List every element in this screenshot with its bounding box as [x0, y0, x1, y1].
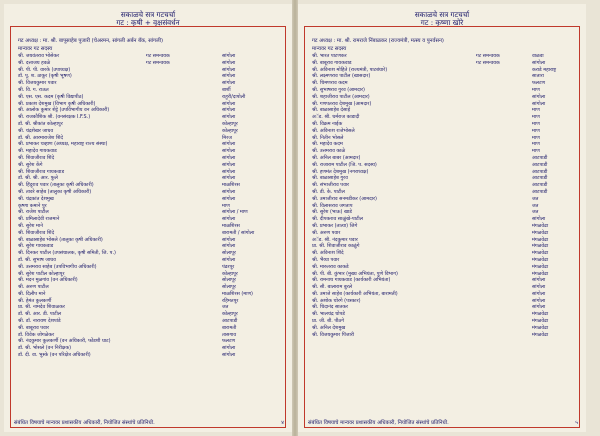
- member-name: श्री. सुरेश केंगे: [18, 161, 43, 168]
- member-place: मंगळवेढा: [532, 331, 549, 338]
- member-name: श्री. चंद्रकांत देशमुख: [18, 195, 54, 202]
- member-name: श्री. प्रभाकर चव्हाण (अध्यक्ष, महाराष्ट्र राज्य संस्था): [18, 141, 108, 148]
- right-section-heading: मान्यवर गट सदस्य: [312, 46, 347, 52]
- member-name: श्री. शिवाजीराव गायकवाड: [18, 168, 65, 175]
- member-name: श्री. उत्तमराव साहेब (उपविभागीय अधिकारी): [18, 263, 97, 270]
- member-name: श्री. सुरेश माने: [18, 222, 43, 229]
- member-name: श्री. विजयकुमार पिंजारी: [312, 331, 354, 338]
- member-row: [312, 155, 574, 162]
- member-name: श्री. मारुतराव काकडे: [312, 263, 349, 270]
- member-place: बार्शी: [222, 86, 231, 93]
- member-place: सोलापूर: [222, 284, 236, 291]
- member-place: सांगोला: [222, 243, 236, 250]
- left-group-title: गट : कृषी + वृक्षसंवर्धन: [116, 18, 180, 27]
- member-name: श्री. उत्तमराव काळे: [312, 148, 346, 155]
- member-name: डॉ. श्री. आरमाराजेश शिंदे: [18, 134, 63, 141]
- member-name: श्री. भैय्या पवार: [312, 256, 340, 263]
- left-page-number: ४: [281, 420, 284, 426]
- member-row: [18, 250, 280, 257]
- member-place: माळशिरस (माण): [222, 290, 253, 297]
- member-place: सांगोला: [222, 80, 236, 87]
- member-place: तासगाव: [222, 331, 237, 338]
- member-role: गट समन्वयक: [146, 59, 170, 66]
- member-row: [18, 318, 280, 325]
- member-place: मंगळवेढा: [532, 236, 549, 243]
- member-row: [18, 121, 280, 128]
- member-name: श्री. बाळासाहेब भोसले (तालुका कृषी अधिकारी): [18, 236, 103, 243]
- left-member-list: [18, 53, 280, 359]
- member-place: सांगोला: [532, 284, 546, 291]
- member-place: सांगोला: [222, 114, 236, 121]
- member-row: [312, 101, 574, 108]
- member-place: मंगळवेढा: [532, 263, 549, 270]
- member-name: श्री. प्रमिलादेवी राजमाने: [18, 216, 60, 223]
- member-name: श्री. चिमणराव कदम: [312, 80, 348, 87]
- member-name: श्री. बाबूराव गायकवाड: [312, 59, 352, 66]
- member-name: कृष्णा कमाने पुर: [18, 202, 47, 209]
- member-row: [312, 196, 574, 203]
- member-place: फलटण: [222, 338, 236, 345]
- member-place: सांगोला / माण: [222, 209, 248, 216]
- member-name: श्री. अनिल देशमुख: [312, 324, 346, 331]
- member-name: श्री. गणपतराव देशमुख (आमदार): [312, 100, 372, 107]
- right-group-chair: गट अध्यक्ष : मा. श्री. रामराजे निंबाळकर (राज्यमंत्री, मत्स्य व पुनर्वसन): [312, 38, 444, 44]
- member-name: श्री. एस. एस. कदम (कृषी विद्यापीठ): [18, 93, 84, 100]
- member-role: गट समन्वयक: [476, 59, 500, 66]
- member-name: श्री. उमाजीराव सनमडीकर (आमदार): [312, 195, 377, 202]
- member-name: अॅड. श्री. धर्मराज काडादी: [312, 114, 360, 121]
- member-row: [18, 141, 280, 148]
- member-place: माळशिरस: [222, 182, 240, 189]
- member-place: सांगोला: [222, 53, 236, 59]
- member-place: सांगोला: [222, 141, 236, 148]
- member-name: श्री. अनिल बाबर (आमदार): [312, 154, 361, 161]
- member-name: श्री. नंदकुमार कुलकर्णी (वन अधिकारी, फोंडशी घाट): [18, 338, 111, 345]
- member-place: सातारा: [532, 73, 544, 80]
- member-name: श्री. राजेश पाटील: [18, 209, 49, 216]
- member-row: [18, 223, 280, 230]
- member-place: माण: [532, 127, 540, 134]
- member-place: मंगळवेढा: [532, 256, 549, 263]
- member-row: [18, 216, 280, 223]
- member-name: डॉ. पू. श. ठाकूर (कृषी भूषण): [18, 73, 72, 80]
- member-name: श्री. शिवाजीराव शिंदे: [18, 154, 55, 161]
- member-place: सांगोला: [222, 352, 236, 359]
- member-name: श्री. डी. के. पाटील: [312, 188, 345, 195]
- member-row: [312, 87, 574, 94]
- member-name: श्री. प्रकाश देशमुख (विभाग कृषी अधिकारी): [18, 100, 96, 107]
- member-place: माण: [532, 86, 540, 93]
- right-page-number: ५: [575, 420, 578, 426]
- member-name: श्री. नितीन भोसले: [312, 134, 344, 141]
- member-name: श्री. प्रभाकर (तात्या) जिगे: [312, 222, 358, 229]
- member-name: श्री. बाबूराव पवार: [18, 324, 49, 331]
- member-row: [18, 94, 280, 101]
- member-row: [312, 264, 574, 271]
- member-row: [18, 80, 280, 87]
- member-row: [312, 189, 574, 196]
- member-place: सांगोला: [222, 256, 236, 263]
- member-place: आटपाडी: [532, 154, 548, 161]
- member-row: [18, 196, 280, 203]
- member-place: मंगळवेढा: [532, 270, 549, 277]
- member-row: [312, 318, 574, 325]
- member-place: मंगळवेढा: [532, 229, 549, 236]
- member-name: श्री. शहाजीराव पाटील (आमदार): [312, 93, 370, 100]
- member-name: श्री. विक्रम नाईक: [312, 120, 343, 127]
- member-row: [18, 325, 280, 332]
- member-name: श्री. सुरेश (भाऊ) खाडे: [312, 209, 352, 216]
- member-name: प्रा. जी. बी. पीठगे: [312, 318, 344, 325]
- member-name: श्री. वि. ग. राऊत: [18, 86, 49, 93]
- member-name: श्री. दिनकर पाटील (उपसंचालक, कृषी समिती, जि. प.): [18, 250, 116, 257]
- member-place: माण: [532, 114, 540, 121]
- member-name: डॉ. श्री. भोसले (वन निरीक्षक): [18, 345, 72, 352]
- member-place: मंगळवेढा: [532, 324, 549, 331]
- member-place: जत: [222, 304, 229, 311]
- member-row: [18, 230, 280, 237]
- member-name: श्री. जयवंतराव भोसेकर: [18, 53, 60, 59]
- member-name: डॉ. श्री. सुभाष जाधव: [18, 256, 56, 263]
- member-place: बारामती / सांगोला: [222, 229, 255, 236]
- member-name: डॉ. श्री. श्री. आर. फुले: [18, 175, 58, 182]
- member-row: [312, 121, 574, 128]
- member-row: [18, 277, 280, 284]
- member-name: श्री. दिलीप माने: [18, 290, 46, 297]
- member-place: सांगोला: [222, 100, 236, 107]
- member-place: कोल्हापूर: [222, 311, 238, 318]
- member-row: [18, 189, 280, 196]
- member-name: श्री. दीपकराव साळुंखे-पाटील: [312, 216, 363, 223]
- member-place: सांगोला: [222, 216, 236, 223]
- member-row: [18, 73, 280, 80]
- member-row: [18, 264, 280, 271]
- member-row: [312, 135, 574, 142]
- member-name: श्री. बाळासाहेब देसाई: [312, 107, 350, 114]
- member-row: [18, 291, 280, 298]
- member-place: सांगोला: [222, 345, 236, 352]
- member-row: [18, 128, 280, 135]
- member-row: [312, 141, 574, 148]
- right-group-title: गट : कृष्णा खोरे: [420, 18, 464, 27]
- member-place: मंगळवेढा: [532, 243, 549, 250]
- member-row: [18, 155, 280, 162]
- member-name: श्री. अविनाश मोहिते (राज्यमंत्री, पाटबंधारे): [312, 66, 388, 73]
- member-name: श्री. रामनाथ गायकवाड (कार्यकारी अभियंता): [312, 277, 391, 284]
- member-place: मिरज: [222, 134, 232, 141]
- member-name: श्री. भालचंद्र चोपडे: [312, 311, 345, 318]
- member-place: सांगोला: [222, 175, 236, 182]
- member-name: प्रा. श्री. नामदेव शिवाळकर: [18, 304, 65, 311]
- member-name: श्री. चिदानंद सातकर: [312, 304, 349, 311]
- left-page-title: सकाळचे सत्र गटचर्चा: [120, 10, 176, 19]
- member-name: श्री. राजकौशिक श्री. (वनसंरक्षक I.F.S.): [18, 114, 91, 121]
- member-place: बारामती: [222, 324, 237, 331]
- member-place: आटपाडी: [532, 168, 548, 175]
- member-place: राहुरी/दापोली: [222, 93, 246, 100]
- member-place: सांगोला: [532, 304, 546, 311]
- member-row: [312, 284, 574, 291]
- member-name: डॉ. दी. वा. भुस्के (वन परिक्षेत्र अधिकारी): [18, 352, 91, 359]
- member-name: श्री. महादेव गायकवाड: [18, 148, 57, 155]
- member-place: सांगोला: [222, 168, 236, 175]
- member-name: प्रा. श्री. शिवाजीराव काळुंगे: [312, 243, 360, 250]
- member-place: फलटण: [532, 80, 546, 87]
- member-place: सांगोला: [222, 195, 236, 202]
- left-page: [4, 4, 292, 432]
- member-place: आटपाडी: [532, 161, 548, 168]
- member-row: [312, 128, 574, 135]
- member-place: सांगोला: [222, 188, 236, 195]
- member-place: वाळवा: [532, 53, 544, 59]
- member-place: माळशिरस: [222, 222, 240, 229]
- member-row: [312, 73, 574, 80]
- member-name: डॉ. श्री. श्रीकांत कोल्हापुर: [18, 120, 63, 127]
- member-row: [312, 94, 574, 101]
- member-name: श्री. मदन मुळगांव (वन अधिकारी): [18, 277, 78, 284]
- member-row: [18, 162, 280, 169]
- member-row: [312, 60, 574, 67]
- member-row: [18, 237, 280, 244]
- right-member-list: [312, 53, 574, 338]
- member-place: मंगळवेढा: [532, 311, 549, 318]
- member-row: [18, 114, 280, 121]
- member-place: माण: [532, 134, 540, 141]
- member-place: जत: [532, 209, 539, 216]
- member-place: पंढरपूर: [222, 263, 235, 270]
- member-name: अॅड. श्री. नंदकुमार पवार: [312, 236, 358, 243]
- member-place: जत: [532, 195, 539, 202]
- member-place: मंगळवेढा: [532, 222, 549, 229]
- member-place: सांगोला: [532, 216, 546, 223]
- member-name: श्री. हणमंत देशमुख (नगराध्यक्ष): [312, 168, 369, 175]
- member-place: आटपाडी: [532, 182, 548, 189]
- member-place: सांगोला: [222, 73, 236, 80]
- member-row: [18, 257, 280, 264]
- member-place: सांगोला: [222, 148, 236, 155]
- member-name: श्री. शिवाजीराव शिंदे: [18, 229, 55, 236]
- member-place: सांगोला: [222, 154, 236, 161]
- member-place: सांगोला: [532, 290, 546, 297]
- member-name: श्री. उमाजे साहेब (कार्यकारी अभियंता, बारामती): [312, 290, 398, 297]
- member-role: गट समन्वयक: [146, 53, 170, 59]
- member-name: श्री. लक्ष्मणराव पाटील (खासदार): [312, 73, 371, 80]
- member-row: [18, 60, 280, 67]
- member-row: [312, 332, 574, 339]
- member-place: सोलापूर: [222, 277, 236, 284]
- member-row: [18, 352, 280, 359]
- member-name: श्री. दत्ताजय हवळे: [18, 59, 51, 66]
- member-place: जत: [532, 202, 539, 209]
- member-name: श्री. सुरेश गायकवाड: [18, 243, 54, 250]
- member-place: सांगोला: [532, 59, 546, 66]
- member-place: आटपाडी: [532, 175, 548, 182]
- member-place: माण: [222, 202, 230, 209]
- member-row: [18, 87, 280, 94]
- member-name: श्री. आलोक कुमार शेट्टे (उपविभागीय वन अधिकारी): [18, 107, 110, 114]
- member-name: श्री. बाळासाहेब गुरव: [312, 175, 348, 182]
- member-name: श्री. सुभाषराव गुरव (आमदार): [312, 86, 365, 93]
- member-place: रहिमतपूर: [222, 297, 239, 304]
- member-row: [18, 148, 280, 155]
- member-row: [312, 257, 574, 264]
- member-name: श्री. डॉ. नारायण देशपांडे: [18, 318, 61, 325]
- right-footer-note: संबंधित विषयाचे मान्यवर प्रशासकीय अधिकारी, नियोजित संस्थांचे प्रतिनिधी.: [308, 420, 449, 426]
- member-place: सोलापूर: [222, 250, 236, 257]
- member-name: डॉ. विवेक जोगळेकर: [18, 331, 55, 338]
- member-name: श्री. पी. पी. वारके (उपाध्यक्ष): [18, 66, 71, 73]
- member-place: मंगळवेढा: [532, 318, 549, 325]
- member-row: [312, 325, 574, 332]
- member-name: श्री. अशोक चोरगे (पत्रकार): [312, 297, 361, 304]
- member-name: श्री. चंद्रशेखर जाधव: [18, 127, 54, 134]
- member-name: श्री. अविनाश शिंदे: [312, 250, 344, 257]
- member-place: सांगोला: [532, 100, 546, 107]
- member-place: सांगोला: [532, 93, 546, 100]
- member-name: श्री. हेमंत कुलकर्णी: [18, 297, 52, 304]
- member-place: माण: [532, 141, 540, 148]
- member-place: कराडे महाराष्ट्र: [532, 66, 557, 73]
- member-place: सांगोला: [222, 107, 236, 114]
- member-row: [312, 216, 574, 223]
- member-row: [312, 182, 574, 189]
- member-name: श्री. तावरे साहेब (तालुका कृषी अधिकारी): [18, 188, 92, 195]
- member-row: [312, 250, 574, 257]
- left-footer-note: संबंधित विषयाचे मान्यवर प्रशासकीय अधिकारी, नियोजित संस्थांचे प्रतिनिधी.: [14, 420, 155, 426]
- member-name: श्री. अविनाश राजेभोसले: [312, 127, 355, 134]
- left-group-chair: गट अध्यक्ष : मा. श्री. बापूसाहेब पुजारी (चेअरमन, सांगली अर्बन बँक, सांगली): [18, 38, 163, 44]
- member-place: आटपाडी: [532, 188, 548, 195]
- member-place: माण: [532, 148, 540, 155]
- member-name: श्री. संभाजीराव पवार: [312, 182, 350, 189]
- member-place: आटपाडी: [222, 318, 238, 325]
- member-row: [18, 53, 280, 60]
- member-name: श्री. सुरेश पाटील कोल्हापूर: [18, 270, 65, 277]
- member-name: श्री. विजयकुमार पवार: [18, 80, 57, 87]
- member-place: मंगळवेढा: [532, 250, 549, 257]
- member-name: श्री. राजाराम पाटील (जि. प. सदस्य): [312, 161, 377, 168]
- member-row: [312, 80, 574, 87]
- left-section-heading: मान्यवर गट सदस्य: [18, 46, 53, 52]
- member-place: माण: [532, 120, 540, 127]
- member-place: सांगोला: [222, 66, 236, 73]
- member-row: [312, 148, 574, 155]
- member-row: [312, 114, 574, 121]
- member-place: सांगोला: [222, 59, 236, 66]
- member-place: कोल्हापूर: [222, 270, 238, 277]
- member-row: [312, 230, 574, 237]
- right-page-title: सकाळचे सत्र गटचर्चा: [414, 10, 470, 19]
- member-row: [18, 182, 280, 189]
- member-row: [312, 291, 574, 298]
- member-place: कोल्हापूर: [222, 120, 238, 127]
- member-row: [18, 284, 280, 291]
- right-page: [298, 4, 586, 432]
- member-name: श्री. सी. बालाराम बुरले: [312, 284, 353, 291]
- member-name: डॉ. श्री. आर. डी. पाटील: [18, 311, 62, 318]
- member-place: सांगोला: [532, 277, 546, 284]
- member-row: [312, 162, 574, 169]
- member-place: कोल्हापूर: [222, 127, 238, 134]
- member-role: गट समन्वयक: [476, 53, 500, 59]
- member-name: श्री. भारत पाटणकर: [312, 53, 347, 59]
- member-name: श्री. महादेव कदम: [312, 141, 343, 148]
- member-name: श्री. अरुण पाटील: [18, 284, 49, 291]
- member-name: श्री. हिंदुराव पवार (तालुका कृषी अधिकारी): [18, 182, 94, 189]
- member-place: माण: [532, 107, 540, 114]
- member-name: श्री. पी. बी. कुंभार (मुख्य अभियंता, पुणे विभाग): [312, 270, 398, 277]
- member-place: सांगोला: [222, 236, 236, 243]
- member-name: श्री. विलासराव जगताप: [312, 202, 353, 209]
- member-row: [312, 223, 574, 230]
- member-row: [312, 53, 574, 60]
- member-place: सांगोला: [532, 297, 546, 304]
- member-name: श्री. अरुण पवार: [312, 229, 341, 236]
- member-place: सांगोला: [222, 161, 236, 168]
